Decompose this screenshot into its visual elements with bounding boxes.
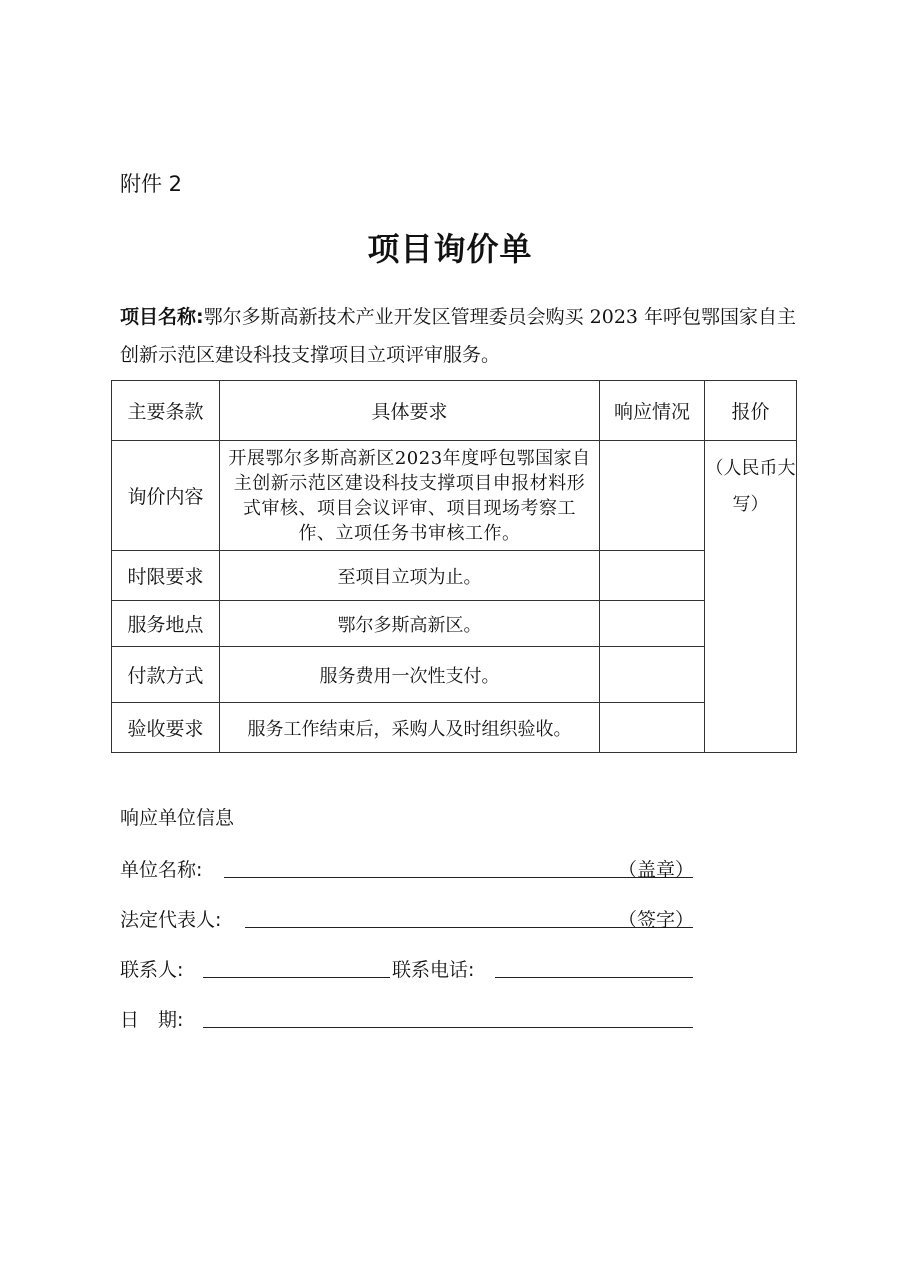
header-main-terms: 主要条款 bbox=[112, 381, 220, 441]
table-row bbox=[112, 601, 797, 647]
page-title: 项目询价单 bbox=[367, 230, 533, 268]
project-name-label: 项目名称: bbox=[120, 306, 204, 328]
row-requirement: 至项目立项为止。 bbox=[220, 551, 600, 601]
row-response-cell[interactable] bbox=[600, 551, 705, 601]
contact-label: 联系人: bbox=[120, 959, 184, 981]
row-requirement: 服务费用一次性支付。 bbox=[220, 647, 600, 703]
price-cell[interactable] bbox=[705, 441, 797, 753]
legal-rep-row bbox=[120, 905, 221, 935]
inquiry-table bbox=[111, 380, 797, 753]
row-requirement: 服务工作结束后，采购人及时组织验收。 bbox=[220, 703, 600, 753]
unit-name-suffix: （盖章） bbox=[618, 859, 695, 881]
date-row bbox=[120, 1005, 183, 1035]
phone-label: 联系电话: bbox=[392, 959, 475, 981]
legal-rep-label: 法定代表人: bbox=[120, 909, 222, 931]
row-label: 服务地点 bbox=[112, 601, 220, 647]
row-requirement: 鄂尔多斯高新区。 bbox=[220, 601, 600, 647]
table-row bbox=[112, 551, 797, 601]
date-label: 日 期: bbox=[120, 1009, 184, 1031]
unit-name-label: 单位名称: bbox=[120, 859, 203, 881]
header-price: 报价 bbox=[705, 381, 797, 441]
row-response-cell[interactable] bbox=[600, 647, 705, 703]
row-response-cell[interactable] bbox=[600, 601, 705, 647]
header-requirements: 具体要求 bbox=[220, 381, 600, 441]
attachment-label: 附件 2 bbox=[120, 172, 183, 196]
header-response: 响应情况 bbox=[600, 381, 705, 441]
date-field[interactable] bbox=[203, 1003, 693, 1028]
contact-field[interactable] bbox=[203, 953, 390, 978]
legal-rep-suffix: （签字） bbox=[618, 909, 695, 931]
phone-field[interactable] bbox=[495, 953, 693, 978]
row-label: 时限要求 bbox=[112, 551, 220, 601]
table-row bbox=[112, 441, 797, 551]
row-label: 付款方式 bbox=[112, 647, 220, 703]
contact-row bbox=[120, 955, 183, 985]
table-row bbox=[112, 647, 797, 703]
row-response-cell[interactable] bbox=[600, 703, 705, 753]
row-requirement: 开展鄂尔多斯高新区2023年度呼包鄂国家自主创新示范区建设科技支撑项目申报材料形式审核、项目会议评审、项目现场考察工作、立项任务书审核工作。 bbox=[220, 441, 600, 551]
table-header-row bbox=[112, 381, 797, 441]
unit-name-row bbox=[120, 855, 202, 885]
row-label: 验收要求 bbox=[112, 703, 220, 753]
row-label: 询价内容 bbox=[112, 441, 220, 551]
response-section-title: 响应单位信息 bbox=[120, 807, 235, 829]
row-response-cell[interactable] bbox=[600, 441, 705, 551]
project-name bbox=[120, 298, 800, 374]
price-note: （人民币大写） bbox=[705, 458, 796, 515]
project-name-value: 鄂尔多斯高新技术产业开发区管理委员会购买 2023 年呼包鄂国家自主创新示范区建设科技支撑项目立项评审服务。 bbox=[120, 306, 797, 366]
table-row bbox=[112, 703, 797, 753]
